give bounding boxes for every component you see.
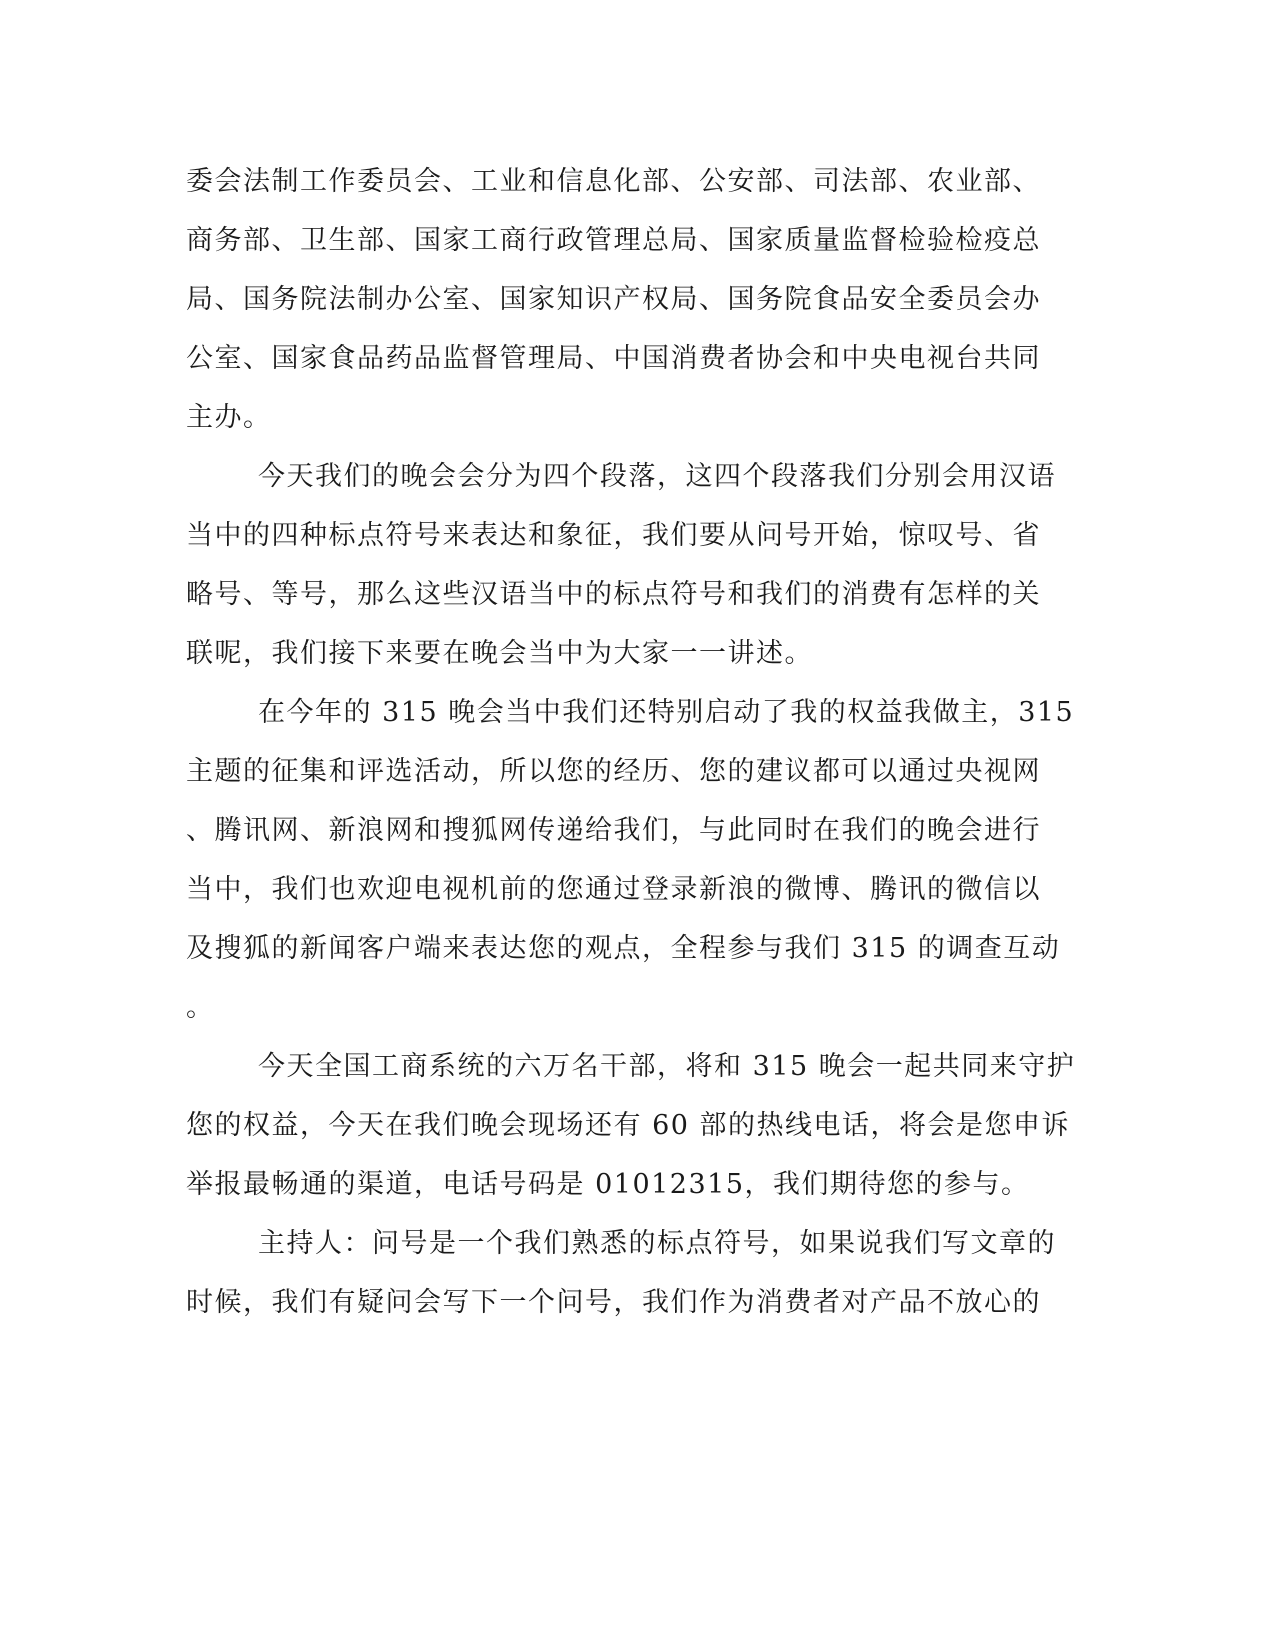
text-line: 举报最畅通的渠道，电话号码是 01012315，我们期待您的参与。: [186, 1169, 1030, 1200]
paragraph-first-line: 在今年的 315 晚会当中我们还特别启动了我的权益我做主，315: [258, 697, 1075, 728]
text-line: 当中，我们也欢迎电视机前的您通过登录新浪的微博、腾讯的微信以: [186, 874, 1041, 905]
text-line: 商务部、卫生部、国家工商行政管理总局、国家质量监督检验检疫总: [186, 225, 1041, 256]
text-line: 时候，我们有疑问会写下一个问号，我们作为消费者对产品不放心的: [186, 1287, 1041, 1318]
document-body: [186, 152, 1076, 1332]
text-line: 主办。: [186, 402, 272, 433]
paragraph-first-line: 今天我们的晚会会分为四个段落，这四个段落我们分别会用汉语: [258, 461, 1056, 492]
paragraph-first-line: 今天全国工商系统的六万名干部，将和 315 晚会一起共同来守护: [258, 1051, 1076, 1082]
text-line: 。: [186, 992, 215, 1023]
paragraph-first-line: 主持人：问号是一个我们熟悉的标点符号，如果说我们写文章的: [258, 1228, 1056, 1259]
text-line: 主题的征集和评选活动，所以您的经历、您的建议都可以通过央视网: [186, 756, 1041, 787]
text-line: 公室、国家食品药品监督管理局、中国消费者协会和中央电视台共同: [186, 343, 1041, 374]
text-line: 当中的四种标点符号来表达和象征，我们要从问号开始，惊叹号、省: [186, 520, 1041, 551]
text-line: 、腾讯网、新浪网和搜狐网传递给我们，与此同时在我们的晚会进行: [186, 815, 1041, 846]
text-line: 局、国务院法制办公室、国家知识产权局、国务院食品安全委员会办: [186, 284, 1041, 315]
text-line: 及搜狐的新闻客户端来表达您的观点，全程参与我们 315 的调查互动: [186, 933, 1061, 964]
text-line: 联呢，我们接下来要在晚会当中为大家一一讲述。: [186, 638, 813, 669]
text-line: 您的权益，今天在我们晚会现场还有 60 部的热线电话，将会是您申诉: [186, 1110, 1071, 1141]
text-line: 略号、等号，那么这些汉语当中的标点符号和我们的消费有怎样的关: [186, 579, 1041, 610]
text-line: 委会法制工作委员会、工业和信息化部、公安部、司法部、农业部、: [186, 166, 1041, 197]
